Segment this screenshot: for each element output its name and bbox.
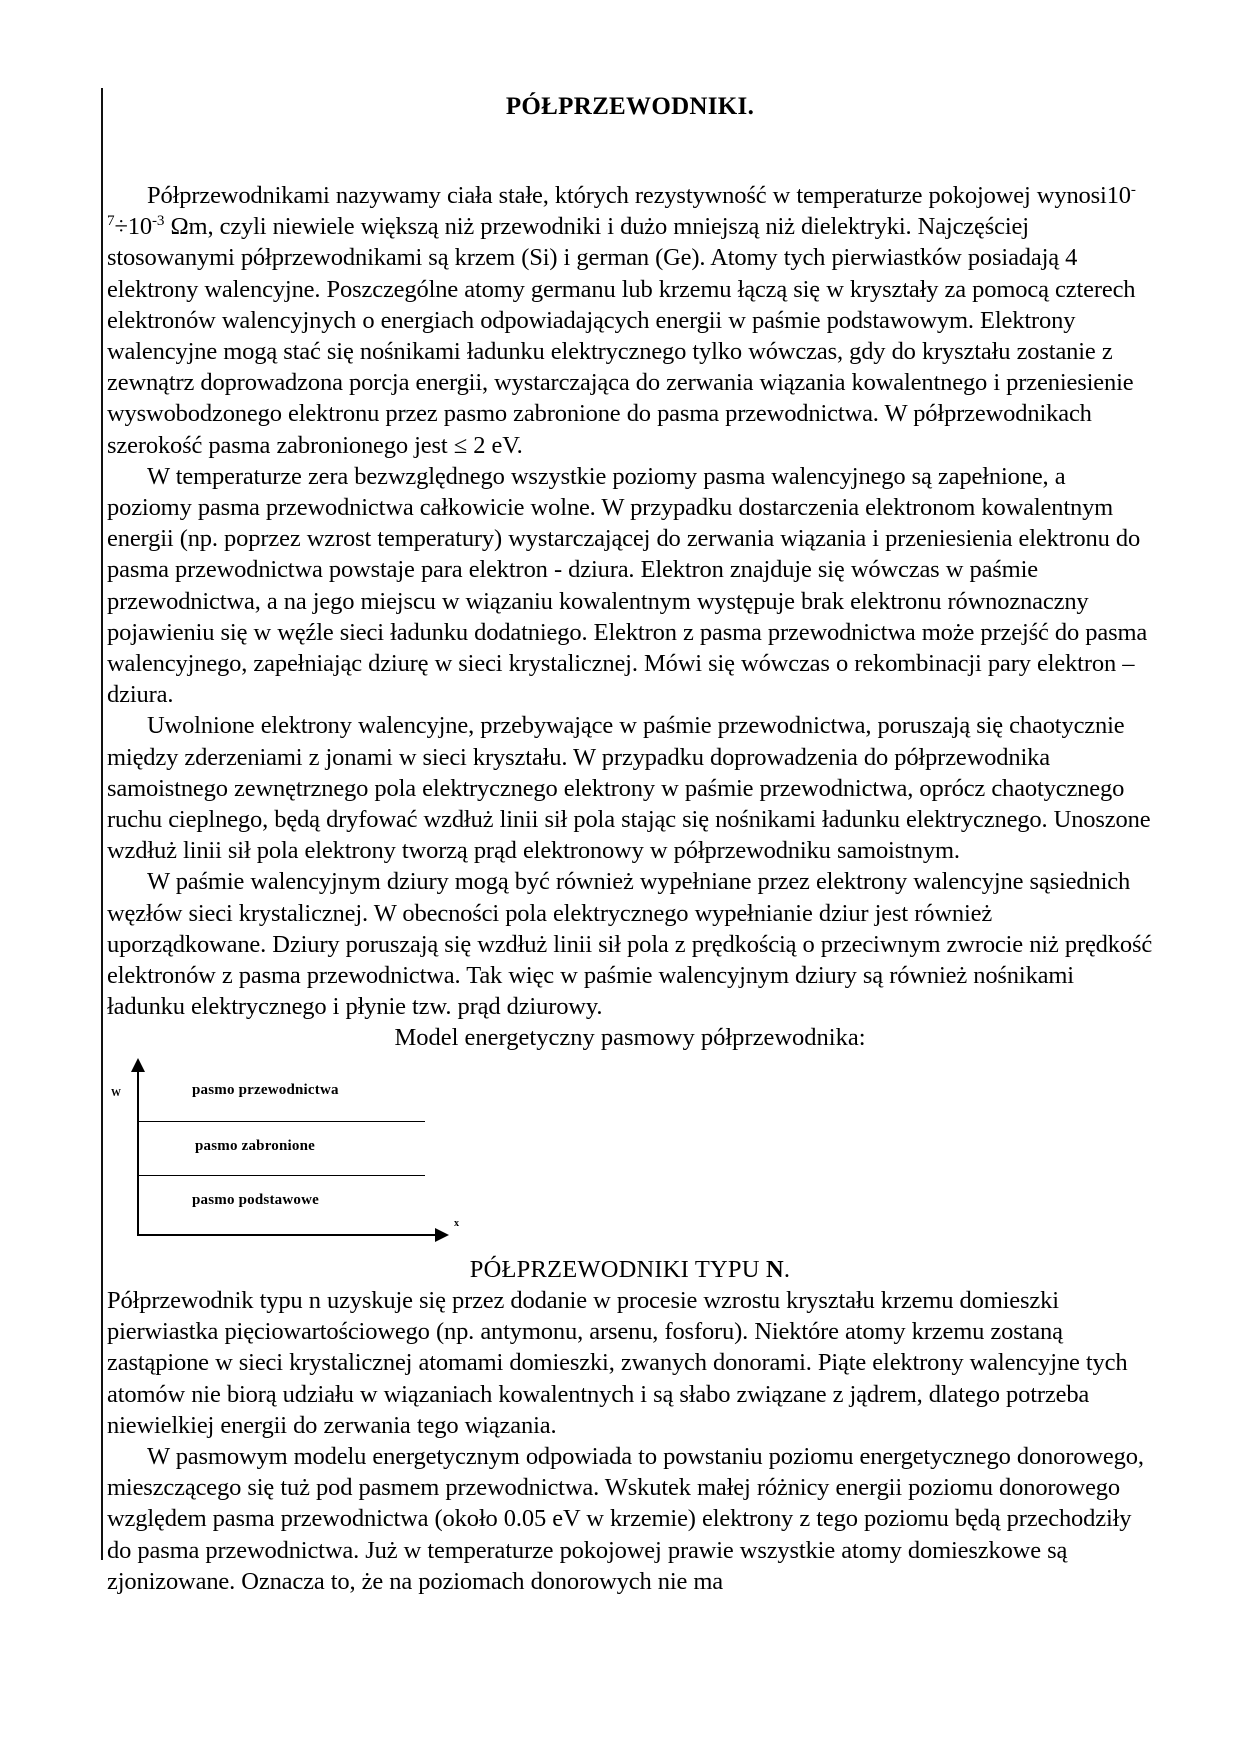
x-axis-line [137,1234,437,1236]
paragraph-valence-holes: W paśmie walencyjnym dziury mogą być również wypełniane przez elektrony walencyjne sąsiednich węzłów sieci krystalicznej. W obecności pola elektrycznego wypełnianie dziur jest również uporządkowane. Dziury poruszają się wzdłuż linii sił pola z prędkością o przeciwnym zwrocie niż prędkość elektronów z pasma przewodnictwa. Tak więc w paśmie walencyjnym dziury są również nośnikami ładunku elektrycznego i płynie tzw. prąd dziurowy. [107,868,1153,1021]
page-title: PÓŁPRZEWODNIKI. [505,93,755,120]
exponent-minus-seven: -7 [107,180,1136,230]
conduction-band-edge-line [137,1121,425,1122]
section-heading-type-n [107,1254,1153,1285]
paragraph-free-electrons: Uwolnione elektrony walencyjne, przebywające w paśmie przewodnictwa, poruszają się chaotycznie między zderzeniami z jonami w sieci kryształu. W przypadku doprowadzenia do półprzewodnika samoistnego zewnętrznego pola elektrycznego elektrony w paśmie przewodnictwa, oprócz chaotycznego ruchu cieplnego, będą dryfować wzdłuż linii sił pola stając się nośnikami ładunku elektrycznego. Unoszone wzdłuż linii sił pola elektrony tworzą prąd elektronowy w półprzewodniku samoistnym. [107,712,1151,865]
section-heading-suffix: . [783,1255,791,1283]
conduction-band-label: pasmo przewodnictwa [192,1081,339,1098]
exponent-minus-three: -3 [151,212,165,230]
paragraph-intro-mid: ÷10 [114,213,152,241]
paragraph-absolute-zero: W temperaturze zera bezwzględnego wszystkie poziomy pasma walencyjnego są zapełnione, a poziomy pasma przewodnictwa całkowicie wolne. W przypadku dostarczenia elektronom kowalentnym energii (np. poprzez wzrost temperatury) wystarczającej do zerwania wiązania i przeniesienia elektronu do pasma przewodnictwa powstaje para elektron - dziura. Elektron znajduje się wówczas w paśmie przewodnictwa, a na jego miejscu w wiązaniu kowalentnym występuje brak elektronu równoznaczny pojawieniu się w węźle sieci ładunku dodatniego. Elektron z pasma przewodnictwa może przejść do pasma walencyjnego, zapełniając dziurę w sieci krystalicznej. Mówi się wówczas o rekombinacji pary elektron – dziura. [107,462,1148,709]
energy-band-diagram [107,1058,527,1248]
y-axis-line [137,1068,139,1236]
paragraph-donor-level: W pasmowym modelu energetycznym odpowiada to powstaniu poziomu energetycznego donorowego, mieszczącego się tuż pod pasmem przewodnictwa. Wskutek małej różnicy energii poziomu donorowego względem pasma przewodnictwa (około 0.05 eV w krzemie) elektrony z tego poziomu będą przechodziły do pasma przewodnictwa. Już w temperaturze pokojowej prawie wszystkie atomy domieszkowe są zjonizowane. Oznacza to, że na poziomach donorowych nie ma [107,1442,1144,1595]
document-content [107,92,1153,1597]
figure-caption: Model energetyczny pasmowy półprzewodnika: [394,1024,866,1052]
x-axis-label: x [454,1217,459,1229]
paragraph-intro-part2: Ωm, czyli niewiele większą niż przewodniki i dużo mniejszą niż dielektryki. Najczęściej stosowanymi półprzewodnikami są krzem (Si) i german (Ge). Atomy tych pierwiastków posiadają 4 elektrony walencyjne. Poszczególne atomy germanu lub krzemu łączą się w kryształy za pomocą czterech elektronów walencyjnych o energiach odpowiadających energii w paśmie podstawowym. Elektrony walencyjne mogą stać się nośnikami ładunku elektrycznego tylko wówczas, gdy do kryształu zostanie z zewnątrz doprowadzona porcja energii, wystarczająca do zerwania wiązania kowalentnego i przeniesienie wyswobodzonego elektronu przez pasmo zabronione do pasma przewodnictwa. W półprzewodnikach szerokość pasma zabronionego jest ≤ 2 eV. [107,213,1136,459]
section-heading-letter-n: N [765,1255,784,1283]
y-axis-label: W [111,1087,121,1099]
left-margin-rule [101,88,103,1560]
section-heading-prefix: PÓŁPRZEWODNIKI TYPU [469,1255,766,1283]
x-axis-arrow-icon [435,1228,449,1242]
paragraph-type-n-doping: Półprzewodnik typu n uzyskuje się przez dodanie w procesie wzrostu kryształu krzemu domieszki pierwiastka pięciowartościowego (np. antymonu, arsenu, fosforu). Niektóre atomy krzemu zostaną zastąpione w sieci krystalicznej atomami domieszki, zwanych donorami. Piąte elektrony walencyjne tych atomów nie biorą udziału w wiązaniach kowalentnych i są słabo związane z jądrem, dlatego potrzeba niewielkiej energii do zerwania tego wiązania. [107,1286,1128,1439]
paragraph-intro [107,180,1153,461]
title-spacer [107,122,1153,180]
valence-band-label: pasmo podstawowe [192,1191,319,1208]
forbidden-band-label: pasmo zabronione [195,1137,316,1154]
paragraph-intro-part1: Półprzewodnikami nazywamy ciała stałe, których rezystywność w temperaturze pokojowej wynosi10 [147,182,1131,209]
valence-band-edge-line [137,1175,425,1176]
